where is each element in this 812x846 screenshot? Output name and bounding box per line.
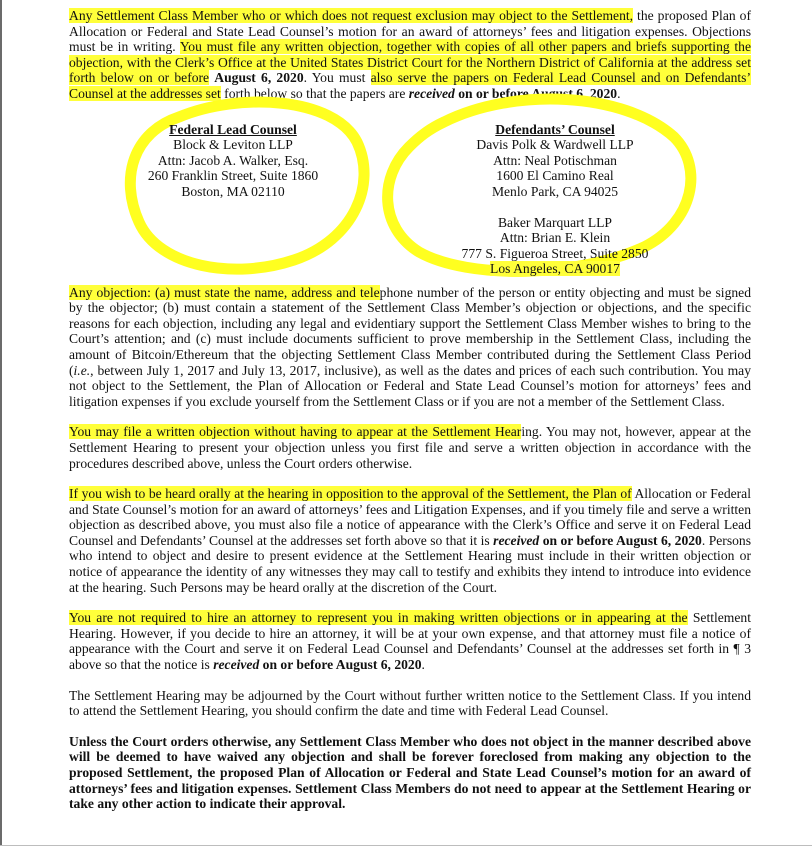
hearing-adjournment-paragraph: The Settlement Hearing may be adjourned by the Court without further written notice to the Settlement Class. If you intend to attend the Settlement Hearing, you should confirm the date and time with Federal Lead Counsel. [69, 687, 751, 719]
deadline-date: August 6, 2020 [214, 70, 304, 86]
defendants-counsel-attn-2: Attn: Brian E. Klein [499, 230, 611, 246]
highlighted-text: Any objection: (a) must state the name, address and tele [69, 284, 380, 300]
federal-counsel-city: Boston, MA 02110 [181, 183, 285, 199]
highlighted-text: You must file any written objection, together with copies of all other papers and briefs supporting the objection, with the Clerk’s Office at the United States District Court for the Northern District of California at the address set forth below on or before [69, 39, 751, 86]
defendants-counsel-city-2: Los Angeles, CA 90017 [490, 261, 620, 277]
highlighted-text: Any Settlement Class Member who or which does not request exclusion may object to the Settlement, [69, 8, 634, 23]
deadline-date: on or before August 6, 2020 [542, 532, 702, 548]
defendants-counsel-city-1: Menlo Park, CA 94025 [491, 183, 619, 199]
counsel-addresses [69, 121, 751, 277]
defendants-counsel-firm-1: Davis Polk & Wardwell LLP [476, 137, 634, 153]
page-left-border [0, 0, 2, 846]
waiver-paragraph: Unless the Court orders otherwise, any Settlement Class Member who does not object in the manner described above will be deemed to have waived any objection and shall be forever foreclosed from making any objection to the proposed Settlement, the proposed Plan of Allocation or Federal and State Lead Counsel’s motion for an award of attorneys’ fees and litigation expenses. Settlement Class Members do not need to appear at the Settlement Hearing or take any other action to indicate their approval. [69, 733, 751, 812]
federal-counsel-firm: Block & Leviton LLP [173, 137, 293, 153]
written-objection-paragraph: You may file a written objection without having to appear at the Settlement Hearing. You may not, however, appear at the Settlement Hearing to present your objection unless you first file and serve a written objection in accordance with the procedures described above, unless the Court orders otherwise. [69, 424, 752, 471]
federal-counsel-street: 260 Franklin Street, Suite 1860 [147, 168, 319, 184]
defendants-counsel-firm-2: Baker Marquart LLP [497, 214, 612, 230]
notice-body [69, 8, 751, 827]
federal-lead-counsel-heading: Federal Lead Counsel [169, 121, 297, 137]
deadline-date: on or before August 6, 2020 [259, 657, 422, 673]
oral-hearing-paragraph: If you wish to be heard orally at the hearing in opposition to the approval of the Settlement, the Plan of Allocation or Federal and State Counsel’s motion for an award of attorneys’ fees and Litigation Expenses, and if you timely file and serve a written objection as described above, you must also file a notice of appearance with the Clerk’s Office and serve it on Federal Lead Counsel and Defendants’ Counsel at the addresses set forth above so that it is received on or before August 6, 2020. Persons who intend to object and desire to present evidence at the Settlement Hearing must include in their written objection or notice of appearance the identity of any witnesses they may call to testify and exhibits they intend to introduce into evidence at the hearing. Such Persons may be heard orally at the discretion of the Court. [69, 486, 752, 595]
highlighted-text: You may file a written objection without having to appear at the Settlement Hear [69, 424, 522, 440]
defendants-counsel-attn-1: Attn: Neal Potischman [493, 152, 617, 168]
highlighted-text: also serve the papers on Federal Lead Counsel and on Defendants’ Counsel at the addresses set [69, 70, 751, 101]
objection-requirements-paragraph: Any objection: (a) must state the name, address and telephone number of the person or entity objecting and must be signed by the objector; (b) must contain a statement of the Settlement Class Member’s objection or objections, and the specific reasons for each objection, including any legal and evidentiary support the Settlement Class Member wishes to bring to the Court’s attention; and (c) must include documents sufficient to prove membership in the Settlement Class, including the amount of Bitcoin/Ethereum that the objecting Settlement Class Member contributed during the Settlement Class Period (i.e., between July 1, 2017 and July 13, 2017, inclusive), as well as the dates and prices of each such contribution. You may not object to the Settlement, the Plan of Allocation or Federal and State Lead Counsel’s motion for attorneys’ fees and litigation expenses if you exclude yourself from the Settlement Class or if you are not a member of the Settlement Class. [69, 284, 751, 409]
federal-lead-counsel-block [83, 122, 383, 200]
defendants-counsel-heading: Defendants’ Counsel [495, 121, 615, 137]
highlighted-text: If you wish to be heard orally at the hearing in opposition to the approval of the Settlement, the Plan of [69, 486, 632, 502]
objection-filing-paragraph: Any Settlement Class Member who or which does not request exclusion may object to the Settlement, the proposed Plan of Allocation or Federal and State Lead Counsel’s motion for an award of attorneys’ fees and litigation expenses. Objections must be in writing. You must file any written objection, together with copies of all other papers and briefs supporting the objection, with the Clerk’s Office at the United States District Court for the Northern District of California at the address set forth below on or before August 6, 2020. You must also serve the papers on Federal Lead Counsel and on Defendants’ Counsel at the addresses set forth below so that the papers are received on or before August 6, 2020. [69, 8, 751, 101]
defendants-counsel-street-2: 777 S. Figueroa Street, Suite 2850 [461, 245, 649, 261]
attorney-paragraph: You are not required to hire an attorney to represent you in making written objections or in appearing at the Settlement Hearing. However, if you decide to hire an attorney, it will be at your own expense, and that attorney must file a notice of appearance with the Court and serve it on Federal Lead Counsel and Defendants’ Counsel at the addresses set forth in ¶ 3 above so that the notice is received on or before August 6, 2020. [69, 610, 751, 673]
federal-counsel-attn: Attn: Jacob A. Walker, Esq. [157, 152, 309, 168]
defendants-counsel-block [425, 122, 685, 277]
highlighted-text: You are not required to hire an attorney to represent you in making written objections or in appearing at the [69, 610, 688, 626]
defendants-counsel-street-1: 1600 El Camino Real [496, 168, 614, 184]
